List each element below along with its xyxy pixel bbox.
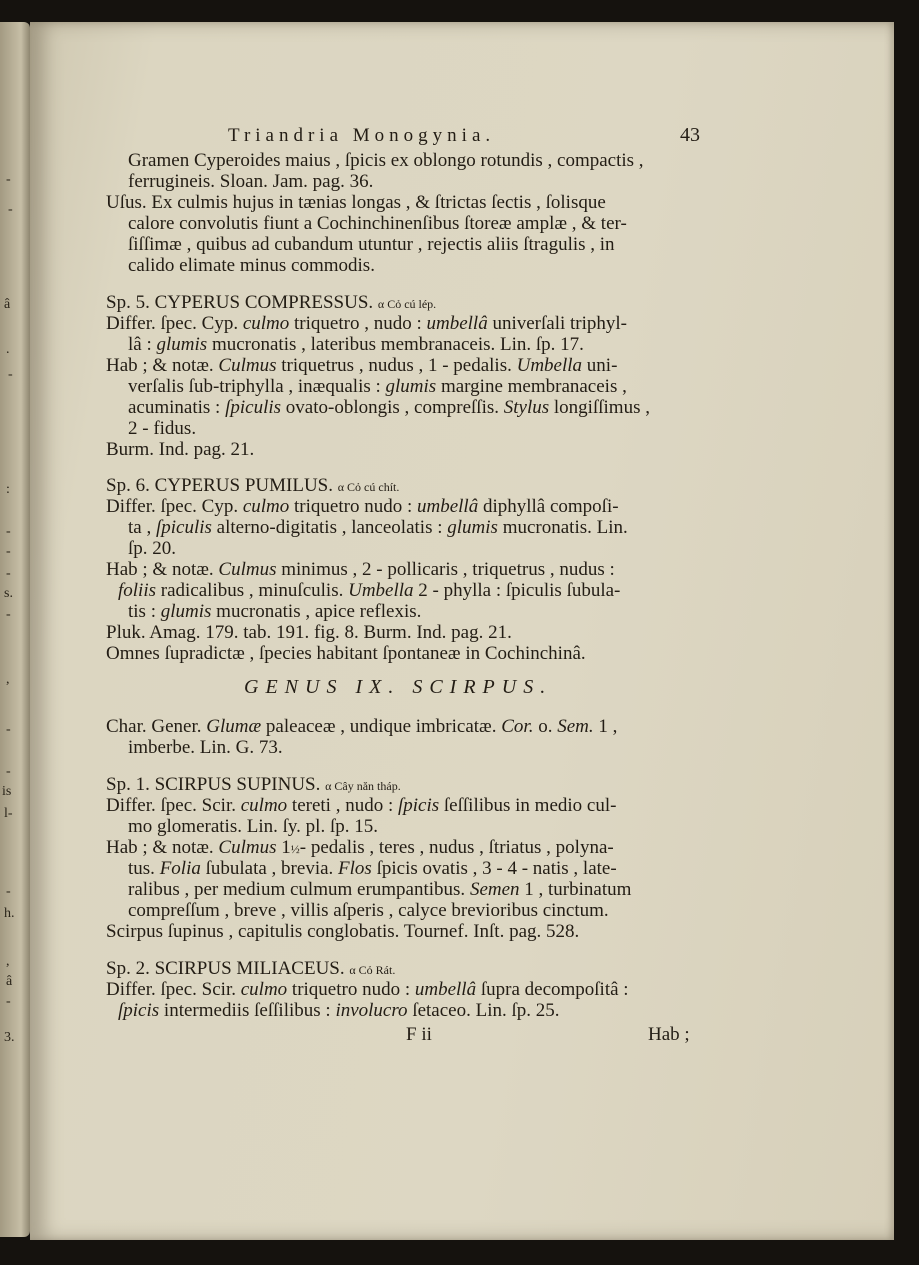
text-span: triquetro nudo : <box>291 979 411 1000</box>
habitat-line <box>128 601 421 622</box>
text-span: Differ. ſpec. Scir. <box>106 795 236 816</box>
italic-term: umbellâ <box>416 496 479 517</box>
text-span: ovato-oblongis , compreſſis. <box>285 397 499 418</box>
italic-term: culmo <box>240 979 288 1000</box>
text-span: ſupra decompoſitâ : <box>480 979 629 1000</box>
text-span: uni- <box>586 355 618 376</box>
margin-mark: : <box>6 482 10 497</box>
text-span: ta , <box>128 517 152 538</box>
margin-mark: â <box>4 297 11 312</box>
text-line: calore convolutis fiunt a Cochinchinenſibus ſtoreæ amplæ , & ter- <box>128 213 627 234</box>
text-span: diphyllâ compoſi- <box>482 496 619 517</box>
text-span: mucronatis , lateribus membranaceis. Lin. ſp. 17. <box>211 334 584 355</box>
text-span: 1 , <box>598 716 618 737</box>
habitat-line: 2 - fidus. <box>128 418 197 439</box>
margin-mark: - <box>6 566 11 581</box>
facing-page-edge <box>0 22 30 1237</box>
differentia-line <box>118 1000 560 1021</box>
italic-term: glumis <box>156 334 208 355</box>
text-span: Hab ; & notæ. <box>106 559 214 580</box>
text-span: o. <box>538 716 553 737</box>
italic-term: Umbella <box>516 355 583 376</box>
text-span: tis : <box>128 601 156 622</box>
habitat-line <box>118 580 620 601</box>
italic-term: Culmus <box>218 559 277 580</box>
species-heading <box>106 958 395 981</box>
habitat-line <box>106 559 615 580</box>
margin-mark: - <box>6 607 11 622</box>
text-span: univerſali triphyl- <box>492 313 628 334</box>
species-title: Sp. 5. CYPERUS COMPRESSUS. <box>106 292 374 313</box>
margin-mark: is <box>2 784 12 799</box>
habitat-line <box>128 858 617 879</box>
italic-term: culmo <box>242 313 290 334</box>
text-line: calido elimate minus commodis. <box>128 255 375 276</box>
margin-mark: , <box>6 954 10 969</box>
differentia-line <box>106 795 616 816</box>
italic-term: umbellâ <box>426 313 488 334</box>
text-span: triquetrus , nudus , 1 - pedalis. <box>281 355 512 376</box>
italic-term: Umbella <box>348 580 414 601</box>
reference-line: Pluk. Amag. 179. tab. 191. fig. 8. Burm. Ind. pag. 21. <box>106 622 512 643</box>
habitat-line: compreſſum , breve , villis aſperis , calyce brevioribus cinctum. <box>128 900 609 921</box>
species-title: Sp. 1. SCIRPUS SUPINUS. <box>106 774 321 795</box>
margin-mark: l- <box>4 806 13 821</box>
species-title: Sp. 2. SCIRPUS MILIACEUS. <box>106 958 345 979</box>
text-span: ſubulata , brevia. <box>205 858 334 879</box>
text-span: lâ : <box>128 334 152 355</box>
text-line: Uſus. Ex culmis hujus in tænias longas , & ſtrictas ſectis , ſolisque <box>106 192 606 213</box>
text-span: minimus , 2 - pollicaris , triquetrus , nudus : <box>281 559 615 580</box>
margin-mark: - <box>6 764 11 779</box>
margin-mark: h. <box>4 906 15 921</box>
text-span: paleaceæ , undique imbricatæ. <box>265 716 497 737</box>
differentia-line <box>128 334 584 355</box>
differentia-line <box>106 496 619 517</box>
text-span: triquetro , nudo : <box>294 313 422 334</box>
habitat-line <box>128 397 650 418</box>
text-span: margine membranaceis , <box>440 376 627 397</box>
margin-mark: 3. <box>4 1030 15 1045</box>
text-span: 1 <box>281 837 291 858</box>
margin-mark: - <box>8 202 13 217</box>
italic-term: glumis <box>447 517 498 538</box>
margin-mark: â <box>6 974 13 989</box>
italic-term: Folia <box>159 858 201 879</box>
italic-term: glumis <box>385 376 437 397</box>
text-span: ſpicis ovatis , 3 - 4 - natis , late- <box>376 858 617 879</box>
differentia-line: ſp. 20. <box>128 538 177 559</box>
text-span: alterno-digitatis , lanceolatis : <box>216 517 443 538</box>
italic-term: glumis <box>160 601 212 622</box>
text-span: ſeſſilibus in medio cul- <box>443 795 617 816</box>
character-line <box>106 716 617 737</box>
catchword: Hab ; <box>648 1024 690 1045</box>
italic-term: Sem. <box>557 716 594 737</box>
differentia-line <box>106 979 629 1000</box>
italic-term: involucro <box>335 1000 408 1021</box>
differentia-line: mo glomeratis. Lin. ſy. pl. ſp. 15. <box>128 816 378 837</box>
text-line: ſiſſimæ , quibus ad cubandum utuntur , rejectis aliis ſtragulis , in <box>128 234 615 255</box>
text-span: mucronatis. Lin. <box>502 517 628 538</box>
italic-term: Flos <box>338 858 372 879</box>
page-number: 43 <box>680 124 700 146</box>
reference-line: Scirpus ſupinus , capitulis conglobatis. Tournef. Inſt. pag. 528. <box>106 921 580 942</box>
margin-mark: - <box>6 524 11 539</box>
italic-term: ſpicis <box>397 795 440 816</box>
margin-mark: . <box>6 342 10 357</box>
italic-term: foliis <box>118 580 157 601</box>
text-span: ſetaceo. Lin. ſp. 25. <box>412 1000 560 1021</box>
vernacular-name: α Cỏ cú chít. <box>337 480 400 494</box>
text-line: Gramen Cyperoides maius , ſpicis ex oblongo rotundis , compactis , <box>128 150 644 171</box>
text-span: - pedalis , teres , nudus , ſtriatus , polyna- <box>299 837 614 858</box>
margin-mark: s. <box>4 586 13 601</box>
vernacular-name: α Cỏ Rát. <box>349 963 396 977</box>
italic-term: Stylus <box>503 397 550 418</box>
margin-mark: - <box>6 884 11 899</box>
species-title: Sp. 6. CYPERUS PUMILUS. <box>106 475 333 496</box>
reference-line: Burm. Ind. pag. 21. <box>106 439 255 460</box>
italic-term: Glumæ <box>206 716 262 737</box>
italic-term: culmo <box>242 496 290 517</box>
italic-term: umbellâ <box>414 979 477 1000</box>
text-span: verſalis ſub-triphylla , inæqualis : <box>128 376 381 397</box>
fraction: ½ <box>290 842 300 856</box>
italic-term: ſpiculis <box>155 517 212 538</box>
running-head: Triandria Monogynia. <box>228 125 496 146</box>
species-heading <box>106 774 401 797</box>
vernacular-name: α Cây năn tháp. <box>325 779 401 793</box>
italic-term: Semen <box>469 879 520 900</box>
habitat-line <box>106 355 617 376</box>
margin-mark: - <box>6 544 11 559</box>
italic-term: ſpicis <box>118 1000 160 1021</box>
italic-term: Culmus <box>218 837 277 858</box>
italic-term: ſpiculis <box>225 397 282 418</box>
text-span: 1 , turbinatum <box>524 879 632 900</box>
genus-heading: GENUS IX. SCIRPUS. <box>244 676 553 698</box>
differentia-line <box>106 313 627 334</box>
character-line: imberbe. Lin. G. 73. <box>128 737 283 758</box>
text-span: tereti , nudo : <box>291 795 394 816</box>
habitat-line <box>128 376 627 397</box>
habitat-line <box>106 837 614 860</box>
habitat-line <box>128 879 631 900</box>
differentia-line <box>128 517 628 538</box>
text-span: mucronatis , apice reflexis. <box>216 601 422 622</box>
italic-term: culmo <box>240 795 288 816</box>
text-span: Char. Gener. <box>106 716 202 737</box>
italic-term: Cor. <box>501 716 534 737</box>
text-span: tus. <box>128 858 155 879</box>
margin-mark: - <box>8 367 13 382</box>
text-span: longiſſimus , <box>553 397 650 418</box>
signature-mark: F ii <box>406 1024 432 1045</box>
species-heading <box>106 475 399 498</box>
text-span: intermediis ſeſſilibus : <box>163 1000 331 1021</box>
text-span: radicalibus , minuſculis. <box>160 580 344 601</box>
text-line: ferrugineis. Sloan. Jam. pag. 36. <box>128 171 374 192</box>
text-span: Hab ; & notæ. <box>106 837 214 858</box>
margin-mark: , <box>6 672 10 687</box>
note-line: Omnes ſupradictæ , ſpecies habitant ſpontaneæ in Cochinchinâ. <box>106 643 586 664</box>
species-heading <box>106 292 436 315</box>
text-span: acuminatis : <box>128 397 221 418</box>
text-span: triquetro nudo : <box>294 496 413 517</box>
text-span: Differ. ſpec. Cyp. <box>106 313 239 334</box>
text-span: Differ. ſpec. Cyp. <box>106 496 239 517</box>
margin-mark: - <box>6 722 11 737</box>
italic-term: Culmus <box>218 355 277 376</box>
margin-mark: - <box>6 994 11 1009</box>
vernacular-name: α Cỏ cú lép. <box>377 297 437 311</box>
text-span: Differ. ſpec. Scir. <box>106 979 236 1000</box>
text-span: ralibus , per medium culmum erumpantibus. <box>128 879 466 900</box>
text-span: 2 - phylla : ſpiculis ſubula- <box>418 580 621 601</box>
margin-mark: - <box>6 172 11 187</box>
text-span: Hab ; & notæ. <box>106 355 214 376</box>
